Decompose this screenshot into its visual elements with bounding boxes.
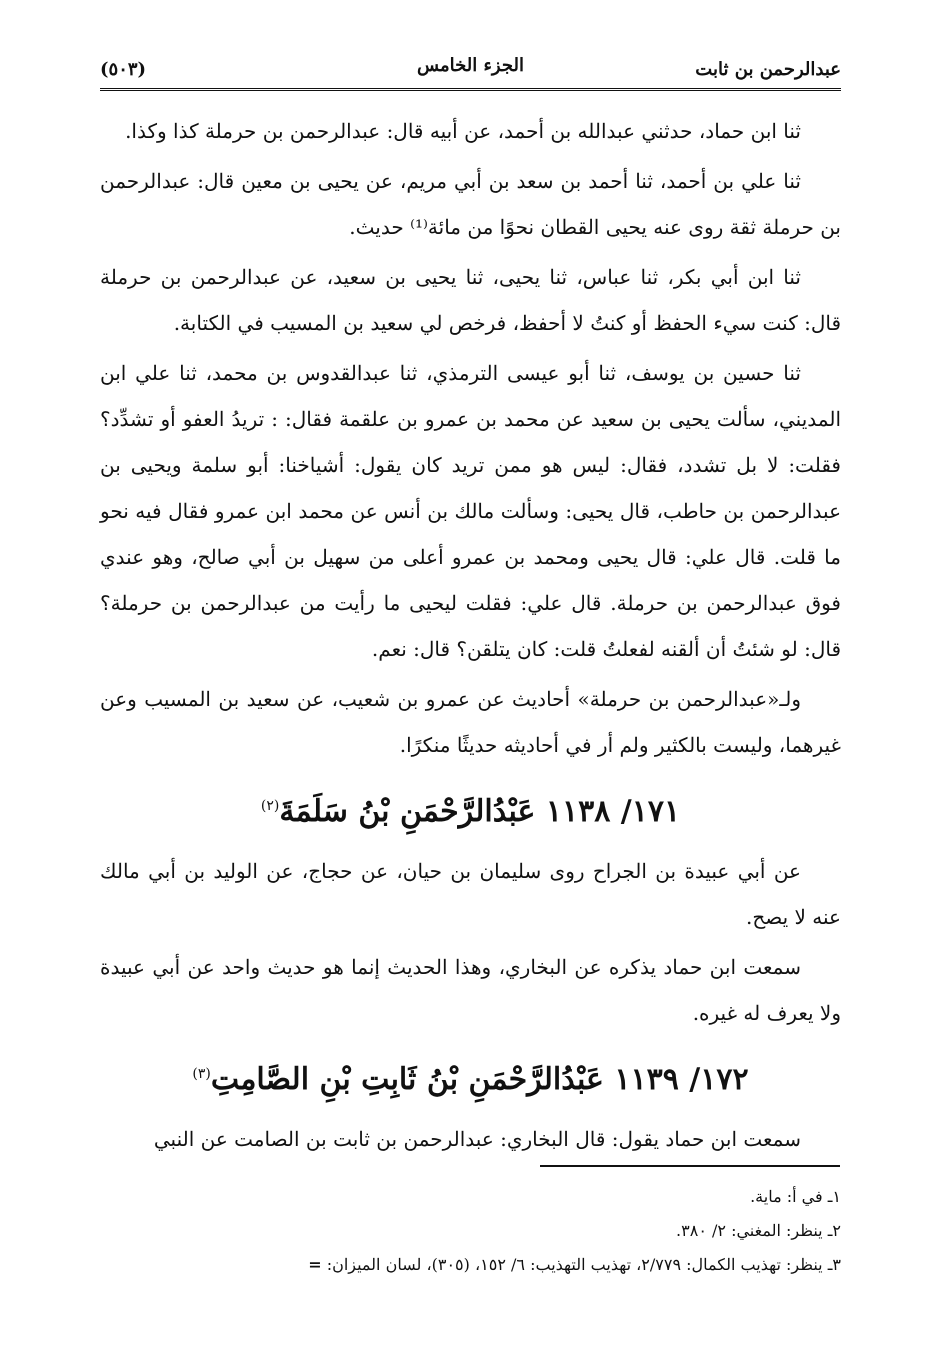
page-number: (٥٠٣)	[100, 59, 147, 80]
entry-heading	[100, 778, 841, 840]
entry-heading	[100, 1046, 841, 1108]
page-header	[100, 40, 841, 80]
paragraph: عن أبي عبيدة بن الجراح روى سليمان بن حيان، عن حجاج، عن الوليد بن أبي مالك عنه لا يصح.	[100, 859, 841, 929]
paragraph: ثنا ابن حماد، حدثني عبدالله بن أحمد، عن أبيه قال: عبدالرحمن بن حرملة كذا وكذا.	[125, 119, 801, 143]
paragraph: سمعت ابن حماد يقول: قال البخاري: عبدالرحمن بن ثابت بن الصامت عن النبي	[153, 1127, 801, 1151]
main-text	[100, 108, 841, 1166]
paragraph: ثنا حسين بن يوسف، ثنا أبو عيسى الترمذي، ثنا عبدالقدوس بن محمد، ثنا علي ابن المديني، سألت يحيى بن سعيد عن محمد بن عمرو بن علقمة فقال: : تريدُ العفو أو تشدِّد؟ فقلت: لا بل تشدد، فقال: ليس هو ممن تريد كان يقول: أشياخنا: أبو سلمة ويحيى بن عبدالرحمن بن حاطب، قال يحيى: وسألت مالك بن أنس عن محمد ابن عمرو فقال فيه نحو ما قلت. قال علي: قال يحيى ومحمد بن عمرو أعلى من سهيل بن أبي صالح، وهو عندي فوق عبدالرحمن بن حرملة. قال علي: فقلت ليحيى ما رأيت من عبدالرحمن بن حرملة؟ قال: لو شئتُ أن ألقنه لفعلتُ قلت: كان يتلقن؟ قال: نعم.	[100, 361, 841, 661]
paragraph: ثنا ابن أبي بكر، ثنا عباس، ثنا يحيى، ثنا يحيى بن سعيد، عن عبدالرحمن بن حرملة قال: كنت سيء الحفظ أو كنتُ لا أحفظ، فرخص لي سعيد بن المسيب في الكتابة.	[100, 265, 841, 335]
footnote	[60, 1248, 841, 1282]
part-title: الجزء الخامس	[417, 55, 524, 76]
footnote: ١ـ في أ: ماية.	[750, 1187, 841, 1206]
entry-title: ١٧١/ ١١٣٨ عَبْدُالرَّحْمَنِ بْنُ سَلَمَةَ	[279, 794, 681, 829]
footnotes	[60, 1180, 841, 1282]
footnote-ref: (٣)	[192, 1066, 211, 1082]
footnote-text: ٣ـ ينظر: تهذيب الكمال: ٢/٧٧٩، تهذيب التهذيب: ٦/ ١٥٢، (٣٠٥)، لسان الميزان:	[326, 1255, 841, 1274]
footnote-ref: (٢)	[260, 798, 280, 814]
entry-title: ١٧٢/ ١١٣٩ عَبْدُالرَّحْمَنِ بْنُ ثَابِتِ بْنِ الصَّامِتِ	[210, 1062, 749, 1097]
paragraph: سمعت ابن حماد يذكره عن البخاري، وهذا الحديث إنما هو حديث واحد عن أبي عبيدة ولا يعرف له غيره.	[100, 955, 841, 1025]
header-rule	[100, 88, 841, 91]
running-title: عبدالرحمن بن ثابت	[695, 59, 841, 80]
continuation-mark: =	[308, 1255, 322, 1274]
footnote: ٢ـ ينظر: المغني: ٢/ ٣٨٠.	[676, 1221, 841, 1240]
footnote-rule	[540, 1165, 840, 1167]
paragraph: ولـ«عبدالرحمن بن حرملة» أحاديث عن عمرو بن شعيب، عن سعيد بن المسيب وعن غيرهما، وليست بالكثير ولم أر في أحاديثه حديثًا منكرًا.	[100, 687, 841, 757]
paragraph: ثنا علي بن أحمد، ثنا أحمد بن سعد بن أبي مريم، عن يحيى بن معين قال: عبدالرحمن بن حرملة ثقة روى عنه يحيى القطان نحوًا من مائة⁽¹⁾ حديث.	[100, 169, 841, 239]
